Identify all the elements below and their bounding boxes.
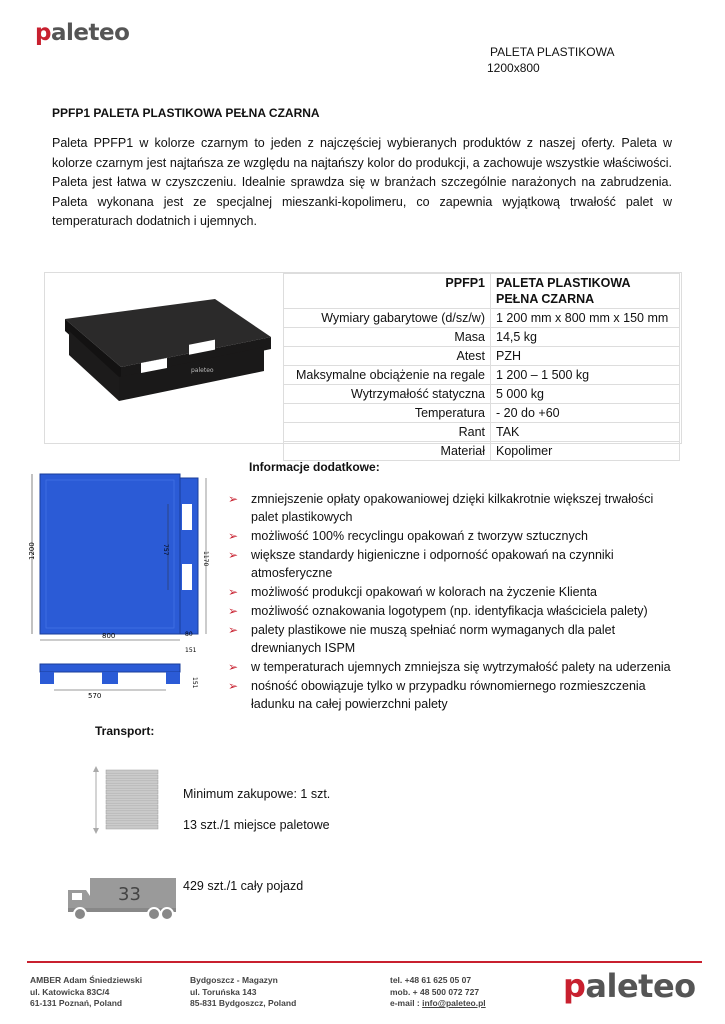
- doc-size: 1200x800: [487, 61, 540, 75]
- product-intro: Paleta PPFP1 w kolorze czarnym to jeden z najczęściej wybieranych produktów z naszej oferty. Paleta w kolorze czarnym jest najtańsza ze względu na najtańszy kolor do produkcji, a zachowuje wszystkie właściwości. Paleta jest łatwa w czyszczeniu. Idealnie sprawdza się w branżach szczególnie narażonych na zabrudzenia. Paleta wykonana jest ze specjalnej mieszanki-kopolimeru, co zapewnia wyjątkową trwałość palet w temperaturach dodatnich i ujemnych.: [52, 136, 672, 228]
- footer-contact: [390, 975, 486, 1010]
- dim-length: 1200: [28, 542, 36, 560]
- spec-value: 14,5 kg: [491, 328, 680, 347]
- arrow-bullet-icon: ➢: [228, 585, 239, 599]
- spec-row: [284, 385, 680, 404]
- spec-row: [284, 404, 680, 423]
- spec-value: Kopolimer: [491, 442, 680, 461]
- arrow-bullet-icon: ➢: [228, 660, 239, 674]
- arrow-bullet-icon: ➢: [228, 492, 239, 506]
- list-item-text: możliwość produkcji opakowań w kolorach na życzenie Klienta: [251, 585, 598, 599]
- photo-brand: paleteo: [191, 367, 214, 374]
- list-item-text: możliwość 100% recyclingu opakowań z tworzyw sztucznych: [251, 529, 588, 543]
- footer-company: [30, 975, 142, 1010]
- arrow-bullet-icon: ➢: [228, 548, 239, 562]
- spec-label: Temperatura: [284, 404, 491, 423]
- list-item-text: większe standardy higieniczne i odporność opakowań na czynniki atmosferyczne: [251, 548, 614, 580]
- list-item: [228, 677, 678, 713]
- list-item-text: w temperaturach ujemnych zmniejsza się wytrzymałość palety na uderzenia: [251, 660, 671, 674]
- list-item-text: nośność obowiązuje tylko w przypadku równomiernego rozmieszczenia ładunku na całej powierzchni palety: [251, 679, 646, 711]
- footer-mob: mob. + 48 500 072 727: [390, 986, 480, 997]
- spec-value: 1 200 mm x 800 mm x 150 mm: [491, 309, 680, 328]
- list-item-text: możliwość oznakowania logotypem (np. identyfikacja właściciela palety): [251, 604, 648, 618]
- spec-row: [284, 309, 680, 328]
- warehouse-city: 85-831 Bydgoszcz, Poland: [190, 998, 297, 1008]
- spec-label: Rant: [284, 423, 491, 442]
- spec-label: Materiał: [284, 442, 491, 461]
- warehouse-street: ul. Toruńska 143: [190, 986, 257, 997]
- spec-value: 1 200 – 1 500 kg: [491, 366, 680, 385]
- pallet-photo-icon: [59, 297, 273, 407]
- spec-label: Wymiary gabarytowe (d/sz/w): [284, 309, 491, 328]
- spec-row: [284, 366, 680, 385]
- warehouse-name: Bydgoszcz - Magazyn: [190, 975, 278, 985]
- spec-label: Masa: [284, 328, 491, 347]
- list-item: [228, 602, 678, 620]
- pallet-stack-icon: [88, 766, 168, 834]
- product-title: PPFP1 PALETA PLASTIKOWA PEŁNA CZARNA: [52, 106, 320, 120]
- dim-width: 800: [102, 632, 116, 640]
- list-item: [228, 583, 678, 601]
- logo-text: aleteo: [585, 967, 696, 1005]
- spec-value: TAK: [491, 423, 680, 442]
- footer-email-row: [390, 998, 486, 1010]
- info-list: [228, 490, 678, 714]
- transport-title: Transport:: [95, 724, 155, 738]
- list-item-text: zmniejszenie opłaty opakowaniowej dzięki kilkakrotnie większej trwałości palet plastikowych: [251, 492, 654, 524]
- email-link[interactable]: info@paleteo.pl: [422, 998, 486, 1008]
- dim-80: 80: [185, 631, 193, 638]
- min-order: Minimum zakupowe: 1 szt.: [183, 787, 331, 801]
- dim-runner: 1170: [202, 551, 209, 567]
- list-item: [228, 621, 678, 657]
- company-name: AMBER Adam Śniedziewski: [30, 975, 143, 985]
- per-vehicle: 429 szt./1 cały pojazd: [183, 879, 304, 893]
- email-label: e-mail :: [390, 998, 423, 1008]
- arrow-bullet-icon: ➢: [228, 623, 239, 637]
- info-title: Informacje dodatkowe:: [249, 460, 380, 474]
- list-item-text: palety plastikowe nie muszą spełniać norm wymaganych dla palet drewnianych ISPM: [251, 623, 616, 655]
- truck-icon: [66, 872, 178, 922]
- spec-code: PPFP1: [284, 274, 491, 309]
- logo-text: aleteo: [50, 20, 130, 46]
- logo-letter-p: p: [35, 20, 51, 46]
- dim-570: 570: [88, 692, 102, 700]
- spec-header-row: [284, 274, 680, 309]
- list-item: [228, 546, 678, 582]
- spec-label: Atest: [284, 347, 491, 366]
- spec-name: PALETA PLASTIKOWA PEŁNA CZARNA: [491, 274, 680, 309]
- spec-value: PZH: [491, 347, 680, 366]
- arrow-bullet-icon: ➢: [228, 679, 239, 693]
- footer-tel: tel. +48 61 625 05 07: [390, 975, 472, 985]
- arrow-bullet-icon: ➢: [228, 604, 239, 618]
- arrow-bullet-icon: ➢: [228, 529, 239, 543]
- spec-section: [44, 272, 682, 458]
- dim-151: 151: [185, 647, 197, 654]
- dim-height: 151: [191, 677, 198, 689]
- technical-drawing: [28, 470, 218, 710]
- paleteo-logo: [35, 22, 129, 45]
- spec-value: 5 000 kg: [491, 385, 680, 404]
- spec-row: [284, 347, 680, 366]
- company-city: 61-131 Poznań, Poland: [30, 998, 123, 1008]
- footer-divider: [27, 961, 702, 963]
- spec-row: [284, 328, 680, 347]
- list-item: [228, 490, 678, 526]
- logo-letter-p: p: [563, 967, 586, 1005]
- list-item: [228, 658, 678, 676]
- paleteo-logo-footer: [563, 967, 696, 1005]
- truck-number: 33: [118, 884, 141, 905]
- per-pallet-place: 13 szt./1 miejsce paletowe: [183, 818, 330, 832]
- footer-warehouse: [190, 975, 296, 1010]
- spec-table: [283, 273, 680, 461]
- list-item: [228, 527, 678, 545]
- spec-row: [284, 442, 680, 461]
- doc-type: PALETA PLASTIKOWA: [490, 45, 615, 59]
- spec-row: [284, 423, 680, 442]
- spec-value: - 20 do +60: [491, 404, 680, 423]
- dim-inner: 757: [162, 544, 169, 556]
- spec-label: Wytrzymałość statyczna: [284, 385, 491, 404]
- spec-label: Maksymalne obciążenie na regale: [284, 366, 491, 385]
- company-street: ul. Katowicka 83C/4: [30, 986, 110, 997]
